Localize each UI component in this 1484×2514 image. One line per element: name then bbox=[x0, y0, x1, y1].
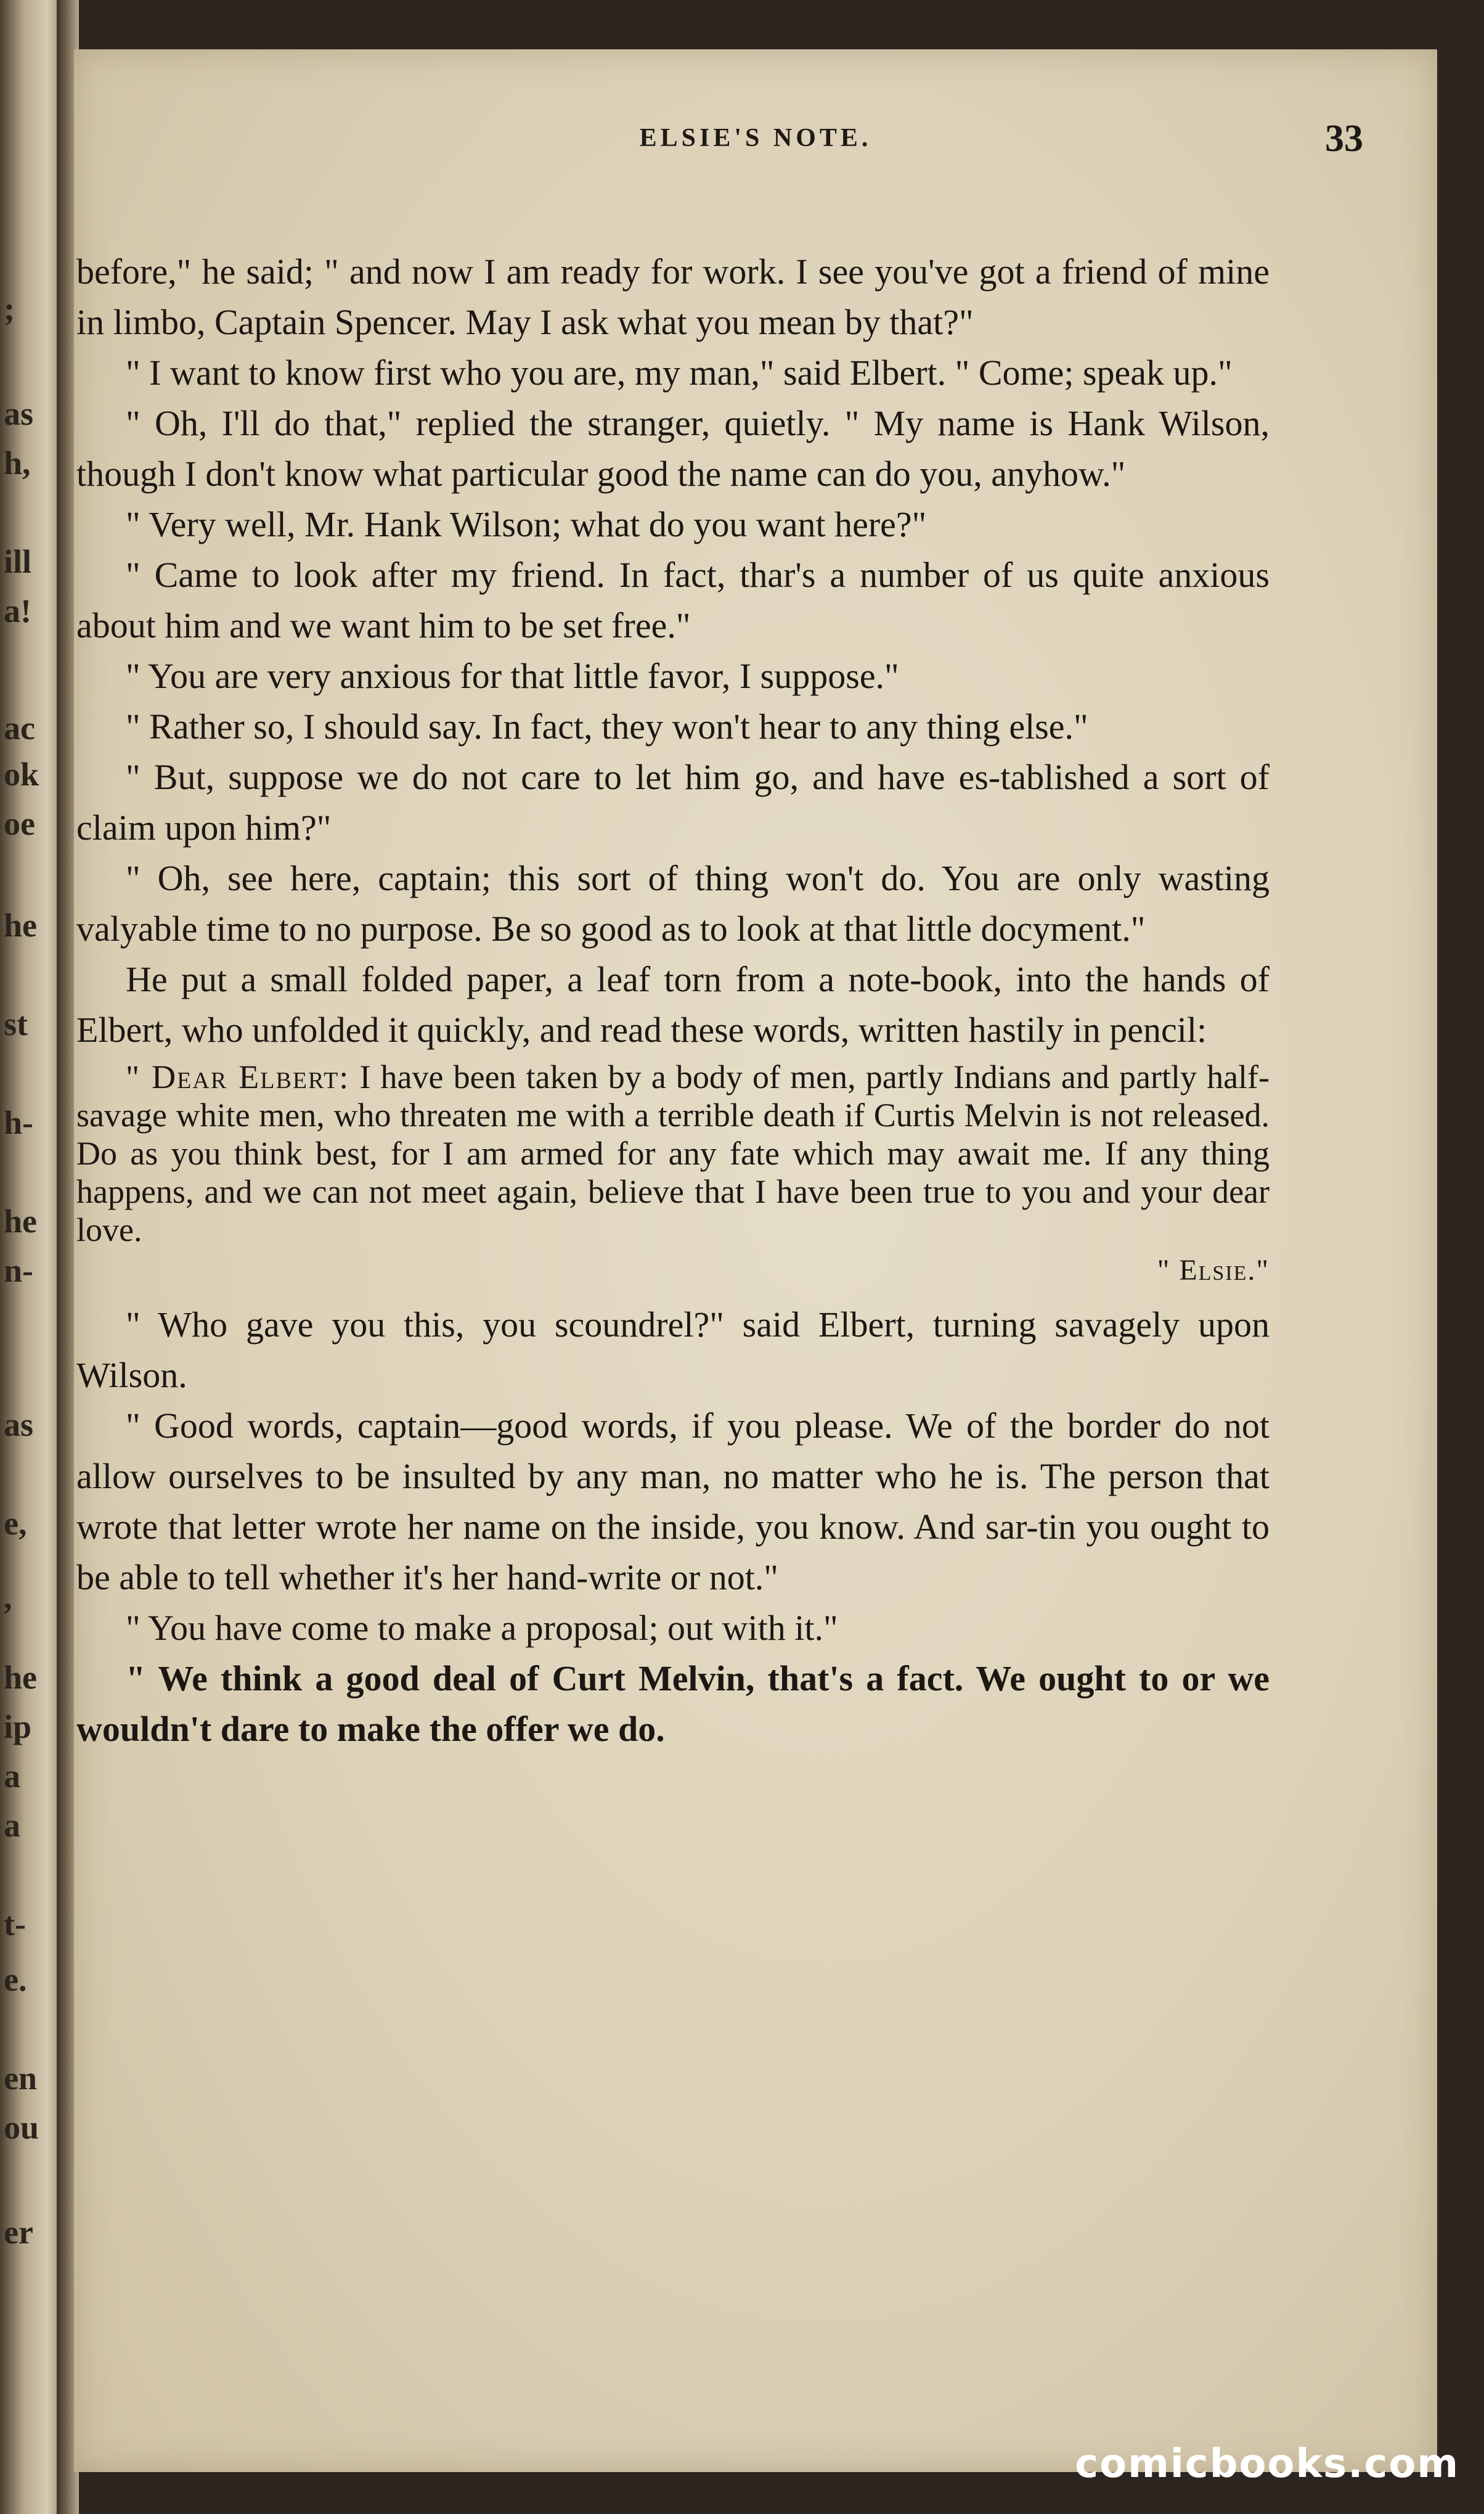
paragraph: " Rather so, I should say. In fact, they won't hear to any thing else." bbox=[126, 706, 1088, 747]
running-head: ELSIE'S NOTE. bbox=[639, 124, 872, 152]
paragraph: " Very well, Mr. Hank Wilson; what do you want here?" bbox=[126, 504, 927, 544]
facing-page-fragment: n- bbox=[4, 1252, 34, 1289]
letter-salutation: " Dear Elbert: bbox=[126, 1058, 350, 1095]
letter-text: I have been taken by a body of men, partly Indians and partly half-savage white men, who threaten me with a terrible death if Curtis Melvin is not released. Do as you think best, for I am armed for any fate which may await me. If any thing happens, and we can not meet again, believe that I have been true to you and your dear love. bbox=[76, 1058, 1270, 1248]
site-watermark: comicbooks.com bbox=[1075, 2441, 1459, 2487]
paragraph: " You are very anxious for that little favor, I suppose." bbox=[126, 656, 899, 696]
facing-page-fragment: a bbox=[4, 1758, 20, 1795]
paragraph: before," he said; " and now I am ready for work. I see you've got a friend of mine in limbo, Captain Spencer. May I ask what you mean by that?" bbox=[76, 252, 1270, 342]
facing-page-fragment: t- bbox=[4, 1906, 26, 1943]
paragraph: " Oh, see here, captain; this sort of thing won't do. You are only wasting valyable time to no purpose. Be so good as to look at that little docyment." bbox=[76, 858, 1270, 949]
facing-page-fragment: as bbox=[4, 1406, 34, 1443]
facing-page-fragment: he bbox=[4, 1203, 37, 1240]
facing-page-fragment: a! bbox=[4, 592, 31, 629]
facing-page-fragment: ; bbox=[4, 290, 15, 327]
paragraph: " We think a good deal of Curt Melvin, that's a fact. We ought to or we wouldn't dare to make the offer we do. bbox=[76, 1658, 1270, 1749]
facing-page-fragment: st bbox=[4, 1005, 28, 1042]
paragraph: " Who gave you this, you scoundrel?" said Elbert, turning savagely upon Wilson. bbox=[76, 1304, 1270, 1395]
facing-page-fragment: ill bbox=[4, 543, 32, 580]
facing-page-fragment: oe bbox=[4, 805, 35, 842]
facing-page-fragment: he bbox=[4, 1659, 37, 1696]
paragraph: " I want to know first who you are, my man," said Elbert. " Come; speak up." bbox=[126, 353, 1233, 393]
facing-page-fragment: ok bbox=[4, 756, 39, 793]
facing-page-fragment: ip bbox=[4, 1708, 32, 1745]
facing-page-fragment: en bbox=[4, 2060, 37, 2097]
facing-page-fragment: er bbox=[4, 2214, 33, 2251]
facing-page-fragment: ou bbox=[4, 2109, 39, 2146]
paragraph: " You have come to make a proposal; out with it." bbox=[126, 1608, 838, 1648]
elsie-note bbox=[76, 1058, 1270, 1292]
letter-body bbox=[76, 1058, 1270, 1249]
letter-signature: " Elsie." bbox=[1157, 1254, 1270, 1287]
paragraph: He put a small folded paper, a leaf torn from a note-book, into the hands of Elbert, who unfolded it quickly, and read these words, written hastily in pencil: bbox=[76, 959, 1270, 1050]
facing-page-fragment: h- bbox=[4, 1104, 34, 1141]
facing-page-fragment: a bbox=[4, 1807, 20, 1844]
facing-page-fragment: e. bbox=[4, 1961, 27, 1998]
facing-page-edge bbox=[0, 0, 59, 2514]
book-page bbox=[74, 49, 1437, 2472]
facing-page-fragment: h, bbox=[4, 444, 31, 481]
page-header bbox=[74, 118, 1437, 179]
page-body bbox=[76, 247, 1270, 1754]
facing-page-fragment: ac bbox=[4, 710, 35, 747]
paragraph: " Oh, I'll do that," replied the stranger, quietly. " My name is Hank Wilson, though I don't know what particular good the name can do you, anyhow." bbox=[76, 403, 1270, 494]
facing-page-fragment: he bbox=[4, 907, 37, 944]
facing-page-fragment: , bbox=[4, 1579, 12, 1616]
facing-page-fragment: e, bbox=[4, 1505, 27, 1542]
facing-page-fragment: as bbox=[4, 395, 34, 432]
paragraph: " Good words, captain—good words, if you please. We of the border do not allow ourselves to be insulted by any man, no matter who he is. The person that wrote that letter wrote her name on the inside, you know. And sar-tin you ought to be able to tell whether it's her hand-write or not." bbox=[76, 1406, 1270, 1597]
paragraph: " Came to look after my friend. In fact, thar's a number of us quite anxious about him and we want him to be set free." bbox=[76, 555, 1270, 645]
paragraph: " But, suppose we do not care to let him go, and have es-tablished a sort of claim upon him?" bbox=[76, 757, 1270, 848]
page-number: 33 bbox=[1325, 118, 1363, 160]
